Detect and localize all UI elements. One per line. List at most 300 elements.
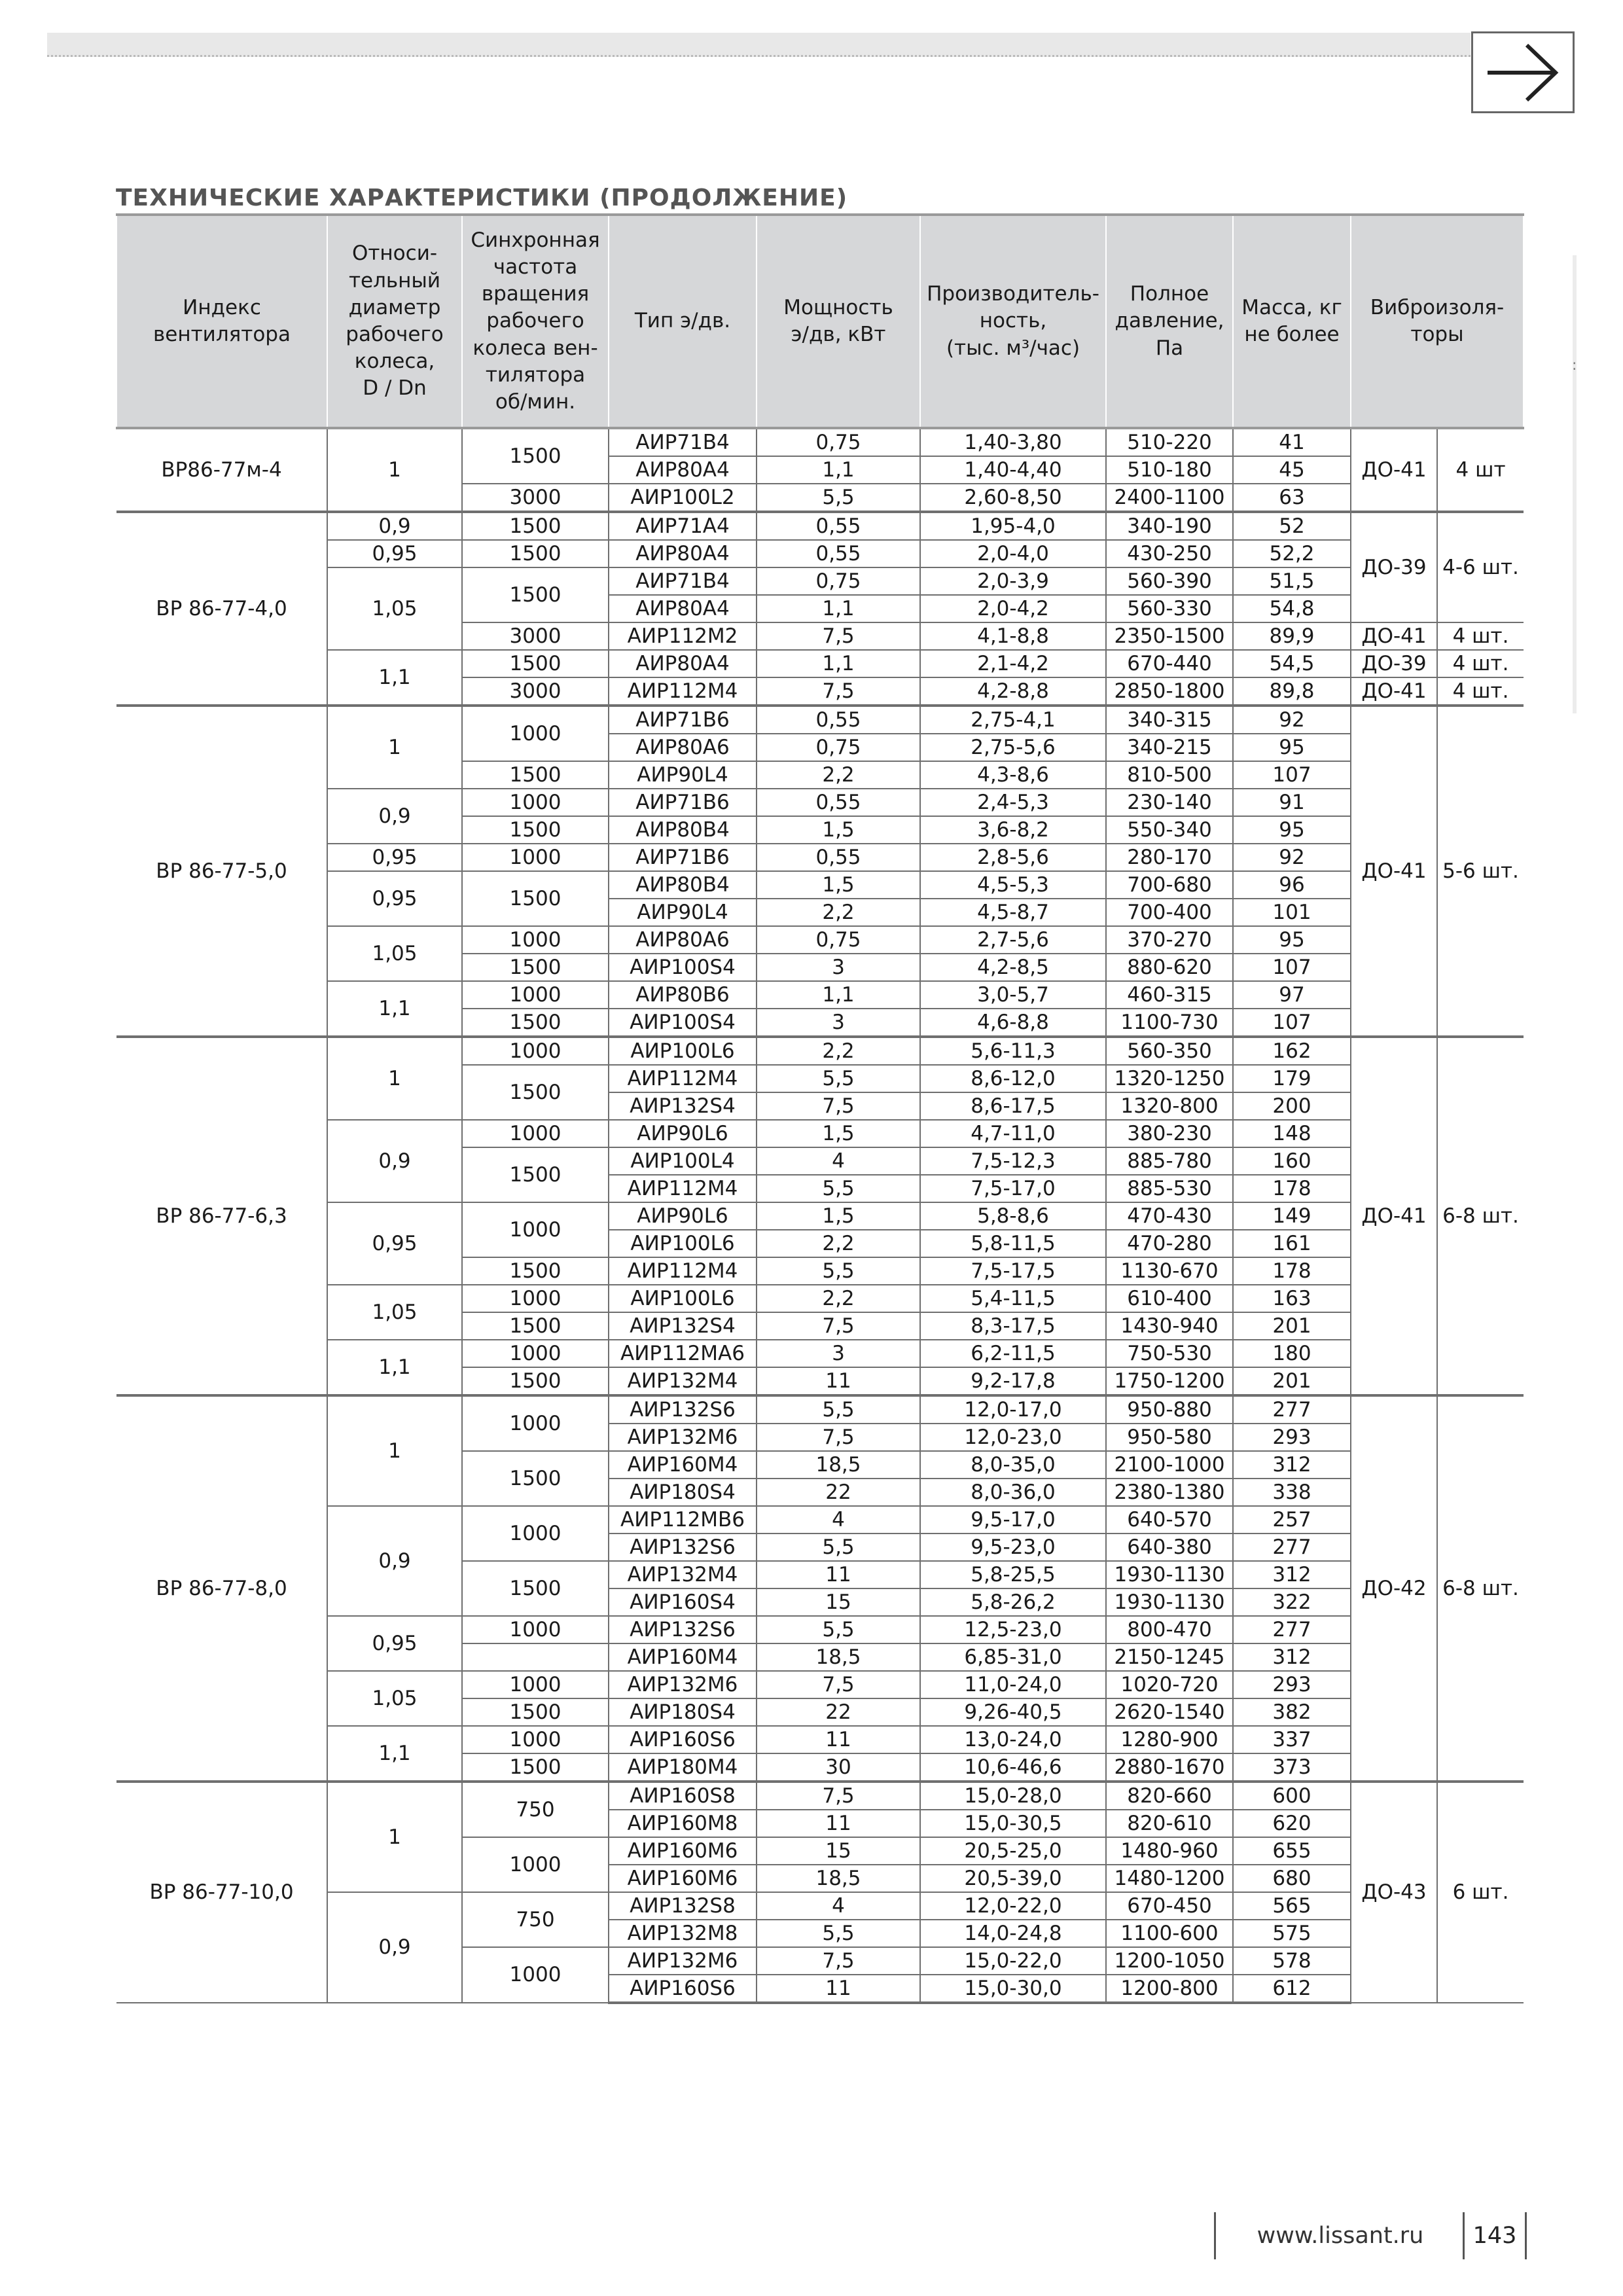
table-row bbox=[116, 871, 1524, 899]
diameter-cell: 1,05 bbox=[327, 1671, 462, 1726]
pressure-cell: 820-660 bbox=[1106, 1782, 1233, 1810]
power-cell: 2,2 bbox=[757, 1285, 920, 1312]
capacity-cell: 2,75-5,6 bbox=[920, 734, 1106, 761]
diameter-cell: 0,9 bbox=[327, 1506, 462, 1616]
power-cell: 2,2 bbox=[757, 899, 920, 926]
capacity-cell: 9,5-23,0 bbox=[920, 1534, 1106, 1561]
vibro-isolator-cell: ДО-39 bbox=[1351, 512, 1437, 622]
capacity-cell: 2,8-5,6 bbox=[920, 844, 1106, 871]
capacity-cell: 5,8-8,6 bbox=[920, 1202, 1106, 1230]
power-cell: 0,75 bbox=[757, 734, 920, 761]
side-dots: : bbox=[1572, 357, 1577, 374]
motor-type-cell: АИР100L6 bbox=[609, 1037, 757, 1065]
capacity-cell: 15,0-28,0 bbox=[920, 1782, 1106, 1810]
speed-cell: 1000 bbox=[462, 981, 609, 1009]
mass-cell: 107 bbox=[1233, 954, 1351, 981]
mass-cell: 149 bbox=[1233, 1202, 1351, 1230]
motor-type-cell: АИР112М4 bbox=[609, 1175, 757, 1202]
motor-type-cell: АИР160S6 bbox=[609, 1726, 757, 1753]
power-cell: 3 bbox=[757, 1340, 920, 1367]
speed-cell: 1000 bbox=[462, 789, 609, 816]
motor-type-cell: АИР71В6 bbox=[609, 706, 757, 734]
fan-index-cell: ВР 86-77-8,0 bbox=[116, 1395, 327, 1782]
capacity-cell: 11,0-24,0 bbox=[920, 1671, 1106, 1698]
motor-type-cell: АИР71А4 bbox=[609, 512, 757, 540]
capacity-cell: 8,6-17,5 bbox=[920, 1092, 1106, 1120]
header-motor bbox=[609, 215, 757, 428]
table-row bbox=[116, 428, 1524, 456]
table-row bbox=[116, 706, 1524, 734]
mass-cell: 620 bbox=[1233, 1810, 1351, 1837]
capacity-cell: 8,0-35,0 bbox=[920, 1451, 1106, 1479]
speed-cell: 1000 bbox=[462, 1285, 609, 1312]
diameter-cell: 0,95 bbox=[327, 1202, 462, 1285]
mass-cell: 312 bbox=[1233, 1643, 1351, 1671]
pressure-cell: 950-880 bbox=[1106, 1395, 1233, 1424]
motor-type-cell: АИР100S4 bbox=[609, 954, 757, 981]
speed-cell bbox=[462, 1643, 609, 1671]
mass-cell: 293 bbox=[1233, 1671, 1351, 1698]
pressure-cell: 370-270 bbox=[1106, 926, 1233, 954]
motor-type-cell: АИР71В6 bbox=[609, 789, 757, 816]
header-line: Тип э/дв. bbox=[634, 309, 731, 333]
arrow-right-icon bbox=[1485, 41, 1562, 104]
header-row bbox=[116, 215, 1524, 428]
motor-type-cell: АИР160S8 bbox=[609, 1782, 757, 1810]
capacity-cell: 15,0-30,5 bbox=[920, 1810, 1106, 1837]
pressure-cell: 2350-1500 bbox=[1106, 622, 1233, 650]
header-line: тилятора bbox=[485, 363, 586, 387]
pressure-cell: 640-570 bbox=[1106, 1506, 1233, 1534]
capacity-cell: 2,75-4,1 bbox=[920, 706, 1106, 734]
capacity-cell: 4,3-8,6 bbox=[920, 761, 1106, 789]
table-row bbox=[116, 1120, 1524, 1147]
speed-cell: 1500 bbox=[462, 567, 609, 622]
header-mass bbox=[1233, 215, 1351, 428]
motor-type-cell: АИР132М4 bbox=[609, 1367, 757, 1395]
motor-type-cell: АИР100L2 bbox=[609, 484, 757, 512]
power-cell: 11 bbox=[757, 1726, 920, 1753]
table-row bbox=[116, 1506, 1524, 1534]
capacity-cell: 4,5-8,7 bbox=[920, 899, 1106, 926]
capacity-cell: 8,3-17,5 bbox=[920, 1312, 1106, 1340]
fan-index-cell: ВР 86-77-5,0 bbox=[116, 706, 327, 1037]
motor-type-cell: АИР80В6 bbox=[609, 981, 757, 1009]
power-cell: 11 bbox=[757, 1561, 920, 1588]
speed-cell: 1000 bbox=[462, 1395, 609, 1451]
mass-cell: 101 bbox=[1233, 899, 1351, 926]
power-cell: 0,55 bbox=[757, 540, 920, 567]
mass-cell: 91 bbox=[1233, 789, 1351, 816]
page-title: ТЕХНИЧЕСКИЕ ХАРАКТЕРИСТИКИ (ПРОДОЛЖЕНИЕ) bbox=[116, 185, 848, 211]
capacity-cell: 5,8-26,2 bbox=[920, 1588, 1106, 1616]
power-cell: 0,55 bbox=[757, 844, 920, 871]
mass-cell: 201 bbox=[1233, 1312, 1351, 1340]
motor-type-cell: АИР80А4 bbox=[609, 650, 757, 677]
motor-type-cell: АИР180М4 bbox=[609, 1753, 757, 1782]
pressure-cell: 470-280 bbox=[1106, 1230, 1233, 1257]
mass-cell: 89,9 bbox=[1233, 622, 1351, 650]
mass-cell: 163 bbox=[1233, 1285, 1351, 1312]
pressure-cell: 810-500 bbox=[1106, 761, 1233, 789]
pressure-cell: 750-530 bbox=[1106, 1340, 1233, 1367]
table-row bbox=[116, 926, 1524, 954]
capacity-cell: 5,8-11,5 bbox=[920, 1230, 1106, 1257]
header-capacity bbox=[920, 215, 1106, 428]
power-cell: 7,5 bbox=[757, 1671, 920, 1698]
pressure-cell: 340-190 bbox=[1106, 512, 1233, 540]
header-line: Полное bbox=[1130, 282, 1209, 306]
mass-cell: 52,2 bbox=[1233, 540, 1351, 567]
spec-table bbox=[116, 213, 1524, 2004]
vibro-quantity-cell: 6-8 шт. bbox=[1437, 1395, 1524, 1782]
power-cell: 2,2 bbox=[757, 1037, 920, 1065]
capacity-cell: 4,6-8,8 bbox=[920, 1009, 1106, 1037]
power-cell: 5,5 bbox=[757, 1257, 920, 1285]
mass-cell: 54,8 bbox=[1233, 595, 1351, 622]
capacity-cell: 2,60-8,50 bbox=[920, 484, 1106, 512]
capacity-cell: 5,4-11,5 bbox=[920, 1285, 1106, 1312]
header-speed bbox=[462, 215, 609, 428]
speed-cell: 1000 bbox=[462, 1506, 609, 1561]
capacity-cell: 8,6-12,0 bbox=[920, 1065, 1106, 1092]
power-cell: 2,2 bbox=[757, 761, 920, 789]
motor-type-cell: АИР90L4 bbox=[609, 761, 757, 789]
capacity-cell: 4,5-5,3 bbox=[920, 871, 1106, 899]
mass-cell: 382 bbox=[1233, 1698, 1351, 1726]
fan-index-cell: ВР 86-77-10,0 bbox=[116, 1782, 327, 2003]
pressure-cell: 1200-800 bbox=[1106, 1975, 1233, 2003]
mass-cell: 107 bbox=[1233, 761, 1351, 789]
header-line: Масса, кг bbox=[1241, 295, 1342, 319]
table-row bbox=[116, 1285, 1524, 1312]
speed-cell: 1000 bbox=[462, 1616, 609, 1643]
pressure-cell: 510-220 bbox=[1106, 428, 1233, 456]
diameter-cell: 1 bbox=[327, 706, 462, 789]
power-cell: 18,5 bbox=[757, 1643, 920, 1671]
pressure-cell: 885-780 bbox=[1106, 1147, 1233, 1175]
table-row bbox=[116, 1202, 1524, 1230]
motor-type-cell: АИР80А4 bbox=[609, 456, 757, 484]
diameter-cell: 0,9 bbox=[327, 789, 462, 844]
speed-cell: 1000 bbox=[462, 1837, 609, 1892]
header-line: колеса, bbox=[354, 350, 435, 374]
power-cell: 15 bbox=[757, 1588, 920, 1616]
motor-type-cell: АИР132М6 bbox=[609, 1671, 757, 1698]
fan-index-cell: ВР 86-77-6,3 bbox=[116, 1037, 327, 1395]
capacity-cell: 3,6-8,2 bbox=[920, 816, 1106, 844]
motor-type-cell: АИР112МА6 bbox=[609, 1340, 757, 1367]
header-line: рабочего bbox=[486, 309, 584, 333]
mass-cell: 180 bbox=[1233, 1340, 1351, 1367]
pressure-cell: 1130-670 bbox=[1106, 1257, 1233, 1285]
capacity-cell: 1,40-4,40 bbox=[920, 456, 1106, 484]
capacity-cell: 7,5-12,3 bbox=[920, 1147, 1106, 1175]
capacity-cell: 6,85-31,0 bbox=[920, 1643, 1106, 1671]
pressure-cell: 1480-1200 bbox=[1106, 1865, 1233, 1892]
power-cell: 2,2 bbox=[757, 1230, 920, 1257]
capacity-cell: 2,0-3,9 bbox=[920, 567, 1106, 595]
table-row bbox=[116, 844, 1524, 871]
mass-cell: 565 bbox=[1233, 1892, 1351, 1920]
capacity-cell: 14,0-24,8 bbox=[920, 1920, 1106, 1947]
mass-cell: 680 bbox=[1233, 1865, 1351, 1892]
capacity-cell: 20,5-39,0 bbox=[920, 1865, 1106, 1892]
power-cell: 18,5 bbox=[757, 1865, 920, 1892]
speed-cell: 1500 bbox=[462, 512, 609, 540]
top-decorative-bar bbox=[47, 33, 1471, 57]
motor-type-cell: АИР90L6 bbox=[609, 1202, 757, 1230]
pressure-cell: 510-180 bbox=[1106, 456, 1233, 484]
power-cell: 11 bbox=[757, 1975, 920, 2003]
pressure-cell: 2850-1800 bbox=[1106, 677, 1233, 706]
capacity-cell: 8,0-36,0 bbox=[920, 1479, 1106, 1506]
speed-cell: 1500 bbox=[462, 816, 609, 844]
capacity-cell: 4,1-8,8 bbox=[920, 622, 1106, 650]
motor-type-cell: АИР112М2 bbox=[609, 622, 757, 650]
speed-cell: 1500 bbox=[462, 1451, 609, 1506]
pressure-cell: 1320-1250 bbox=[1106, 1065, 1233, 1092]
pressure-cell: 1020-720 bbox=[1106, 1671, 1233, 1698]
capacity-cell: 15,0-30,0 bbox=[920, 1975, 1106, 2003]
speed-cell: 1500 bbox=[462, 1009, 609, 1037]
header-line: давление, bbox=[1115, 309, 1224, 333]
diameter-cell: 1 bbox=[327, 1782, 462, 1892]
capacity-cell: 4,2-8,8 bbox=[920, 677, 1106, 706]
mass-cell: 92 bbox=[1233, 844, 1351, 871]
vibro-isolator-cell: ДО-41 bbox=[1351, 1037, 1437, 1395]
speed-cell: 1500 bbox=[462, 540, 609, 567]
speed-cell: 1000 bbox=[462, 1120, 609, 1147]
speed-cell: 3000 bbox=[462, 484, 609, 512]
vibro-quantity-cell: 6-8 шт. bbox=[1437, 1037, 1524, 1395]
power-cell: 7,5 bbox=[757, 1782, 920, 1810]
motor-type-cell: АИР80А4 bbox=[609, 540, 757, 567]
header-line: вращения bbox=[481, 282, 590, 306]
page-number: 143 bbox=[1463, 2212, 1527, 2259]
power-cell: 4 bbox=[757, 1506, 920, 1534]
motor-type-cell: АИР80А6 bbox=[609, 734, 757, 761]
diameter-cell: 0,95 bbox=[327, 1616, 462, 1671]
header-line: колеса вен- bbox=[473, 336, 598, 360]
capacity-cell: 12,0-23,0 bbox=[920, 1424, 1106, 1451]
footer-site[interactable]: www.lissant.ru bbox=[1214, 2212, 1465, 2259]
speed-cell: 1500 bbox=[462, 1561, 609, 1616]
table-row bbox=[116, 1395, 1524, 1424]
vibro-quantity-cell: 6 шт. bbox=[1437, 1782, 1524, 2003]
pressure-cell: 340-215 bbox=[1106, 734, 1233, 761]
speed-cell: 1000 bbox=[462, 926, 609, 954]
mass-cell: 54,5 bbox=[1233, 650, 1351, 677]
header-line: об/мин. bbox=[495, 390, 576, 414]
capacity-cell: 5,6-11,3 bbox=[920, 1037, 1106, 1065]
header-line: Индекс bbox=[183, 295, 261, 319]
vibro-isolator-cell: ДО-41 bbox=[1351, 706, 1437, 1037]
capacity-cell: 7,5-17,0 bbox=[920, 1175, 1106, 1202]
speed-cell: 1000 bbox=[462, 844, 609, 871]
fan-index-cell: ВР86-77м-4 bbox=[116, 428, 327, 512]
capacity-cell: 3,0-5,7 bbox=[920, 981, 1106, 1009]
header-line: ность, bbox=[979, 309, 1047, 333]
power-cell: 22 bbox=[757, 1479, 920, 1506]
vibro-isolator-cell: ДО-41 bbox=[1351, 428, 1437, 512]
motor-type-cell: АИР71В6 bbox=[609, 844, 757, 871]
header-power bbox=[757, 215, 920, 428]
motor-type-cell: АИР100S4 bbox=[609, 1009, 757, 1037]
mass-cell: 161 bbox=[1233, 1230, 1351, 1257]
table-row bbox=[116, 650, 1524, 677]
table-row bbox=[116, 512, 1524, 540]
capacity-cell: 20,5-25,0 bbox=[920, 1837, 1106, 1865]
mass-cell: 277 bbox=[1233, 1534, 1351, 1561]
speed-cell: 1500 bbox=[462, 428, 609, 484]
mass-cell: 322 bbox=[1233, 1588, 1351, 1616]
power-cell: 1,5 bbox=[757, 1202, 920, 1230]
speed-cell: 1500 bbox=[462, 871, 609, 926]
capacity-cell: 2,0-4,2 bbox=[920, 595, 1106, 622]
table-row bbox=[116, 1037, 1524, 1065]
pressure-cell: 560-390 bbox=[1106, 567, 1233, 595]
speed-cell: 3000 bbox=[462, 622, 609, 650]
pressure-cell: 2880-1670 bbox=[1106, 1753, 1233, 1782]
pressure-cell: 430-250 bbox=[1106, 540, 1233, 567]
power-cell: 0,55 bbox=[757, 789, 920, 816]
vibro-isolator-cell: ДО-39 bbox=[1351, 650, 1437, 677]
capacity-cell: 9,5-17,0 bbox=[920, 1506, 1106, 1534]
motor-type-cell: АИР160М6 bbox=[609, 1865, 757, 1892]
pressure-cell: 1200-1050 bbox=[1106, 1947, 1233, 1975]
pressure-cell: 700-400 bbox=[1106, 899, 1233, 926]
mass-cell: 655 bbox=[1233, 1837, 1351, 1865]
vibro-quantity-cell: 4 шт. bbox=[1437, 677, 1524, 706]
pressure-cell: 460-315 bbox=[1106, 981, 1233, 1009]
pressure-cell: 950-580 bbox=[1106, 1424, 1233, 1451]
power-cell: 7,5 bbox=[757, 1947, 920, 1975]
speed-cell: 750 bbox=[462, 1782, 609, 1837]
mass-cell: 148 bbox=[1233, 1120, 1351, 1147]
vibro-quantity-cell: 4 шт. bbox=[1437, 622, 1524, 650]
next-page-button[interactable] bbox=[1471, 31, 1575, 113]
mass-cell: 51,5 bbox=[1233, 567, 1351, 595]
speed-cell: 1500 bbox=[462, 1367, 609, 1395]
power-cell: 5,5 bbox=[757, 484, 920, 512]
pressure-cell: 550-340 bbox=[1106, 816, 1233, 844]
vibro-isolator-cell: ДО-43 bbox=[1351, 1782, 1437, 2003]
header-diameter bbox=[327, 215, 462, 428]
vibro-isolator-cell: ДО-41 bbox=[1351, 677, 1437, 706]
motor-type-cell: АИР71В4 bbox=[609, 428, 757, 456]
motor-type-cell: АИР132М6 bbox=[609, 1947, 757, 1975]
capacity-cell: 5,8-25,5 bbox=[920, 1561, 1106, 1588]
capacity-cell: 1,95-4,0 bbox=[920, 512, 1106, 540]
diameter-cell: 0,95 bbox=[327, 540, 462, 567]
diameter-cell: 1,05 bbox=[327, 1285, 462, 1340]
motor-type-cell: АИР100L6 bbox=[609, 1285, 757, 1312]
capacity-cell: 2,1-4,2 bbox=[920, 650, 1106, 677]
speed-cell: 1500 bbox=[462, 761, 609, 789]
power-cell: 4 bbox=[757, 1147, 920, 1175]
motor-type-cell: АИР112М4 bbox=[609, 677, 757, 706]
motor-type-cell: АИР112МВ6 bbox=[609, 1506, 757, 1534]
mass-cell: 293 bbox=[1233, 1424, 1351, 1451]
pressure-cell: 885-530 bbox=[1106, 1175, 1233, 1202]
capacity-cell: 12,0-17,0 bbox=[920, 1395, 1106, 1424]
power-cell: 5,5 bbox=[757, 1920, 920, 1947]
power-cell: 11 bbox=[757, 1367, 920, 1395]
capacity-cell: 9,2-17,8 bbox=[920, 1367, 1106, 1395]
mass-cell: 337 bbox=[1233, 1726, 1351, 1753]
mass-cell: 200 bbox=[1233, 1092, 1351, 1120]
mass-cell: 578 bbox=[1233, 1947, 1351, 1975]
speed-cell: 1000 bbox=[462, 1340, 609, 1367]
table-row bbox=[116, 1782, 1524, 1810]
motor-type-cell: АИР80В4 bbox=[609, 871, 757, 899]
capacity-cell: 9,26-40,5 bbox=[920, 1698, 1106, 1726]
motor-type-cell: АИР160S4 bbox=[609, 1588, 757, 1616]
power-cell: 30 bbox=[757, 1753, 920, 1782]
header-line: Мощность bbox=[783, 295, 893, 319]
diameter-cell: 0,9 bbox=[327, 1892, 462, 2003]
table-row bbox=[116, 1726, 1524, 1753]
pressure-cell: 1280-900 bbox=[1106, 1726, 1233, 1753]
pressure-cell: 2100-1000 bbox=[1106, 1451, 1233, 1479]
capacity-cell: 6,2-11,5 bbox=[920, 1340, 1106, 1367]
mass-cell: 95 bbox=[1233, 734, 1351, 761]
capacity-cell: 15,0-22,0 bbox=[920, 1947, 1106, 1975]
diameter-cell: 1 bbox=[327, 428, 462, 512]
motor-type-cell: АИР80А6 bbox=[609, 926, 757, 954]
diameter-cell: 1 bbox=[327, 1037, 462, 1120]
power-cell: 0,75 bbox=[757, 567, 920, 595]
power-cell: 5,5 bbox=[757, 1534, 920, 1561]
power-cell: 7,5 bbox=[757, 1092, 920, 1120]
motor-type-cell: АИР100L4 bbox=[609, 1147, 757, 1175]
vibro-quantity-cell: 4-6 шт. bbox=[1437, 512, 1524, 622]
speed-cell: 1000 bbox=[462, 1671, 609, 1698]
power-cell: 5,5 bbox=[757, 1175, 920, 1202]
motor-type-cell: АИР132S8 bbox=[609, 1892, 757, 1920]
motor-type-cell: АИР160М6 bbox=[609, 1837, 757, 1865]
capacity-cell: 2,4-5,3 bbox=[920, 789, 1106, 816]
speed-cell: 1500 bbox=[462, 1312, 609, 1340]
pressure-cell: 1100-600 bbox=[1106, 1920, 1233, 1947]
header-vibro bbox=[1351, 215, 1524, 428]
power-cell: 0,75 bbox=[757, 926, 920, 954]
pressure-cell: 2380-1380 bbox=[1106, 1479, 1233, 1506]
speed-cell: 750 bbox=[462, 1892, 609, 1947]
motor-type-cell: АИР80В4 bbox=[609, 816, 757, 844]
power-cell: 5,5 bbox=[757, 1616, 920, 1643]
power-cell: 1,1 bbox=[757, 981, 920, 1009]
power-cell: 7,5 bbox=[757, 622, 920, 650]
header-line: D / Dn bbox=[363, 376, 427, 401]
mass-cell: 95 bbox=[1233, 816, 1351, 844]
pressure-cell: 2150-1245 bbox=[1106, 1643, 1233, 1671]
motor-type-cell: АИР100L6 bbox=[609, 1230, 757, 1257]
power-cell: 3 bbox=[757, 1009, 920, 1037]
power-cell: 1,5 bbox=[757, 816, 920, 844]
mass-cell: 312 bbox=[1233, 1451, 1351, 1479]
header-line: Синхронная bbox=[471, 228, 600, 252]
capacity-cell: 2,7-5,6 bbox=[920, 926, 1106, 954]
vibro-quantity-cell: 4 шт bbox=[1437, 428, 1524, 512]
power-cell: 15 bbox=[757, 1837, 920, 1865]
motor-type-cell: АИР160S6 bbox=[609, 1975, 757, 2003]
pressure-cell: 820-610 bbox=[1106, 1810, 1233, 1837]
speed-cell: 1500 bbox=[462, 1147, 609, 1202]
speed-cell: 1000 bbox=[462, 1947, 609, 2003]
motor-type-cell: АИР90L4 bbox=[609, 899, 757, 926]
